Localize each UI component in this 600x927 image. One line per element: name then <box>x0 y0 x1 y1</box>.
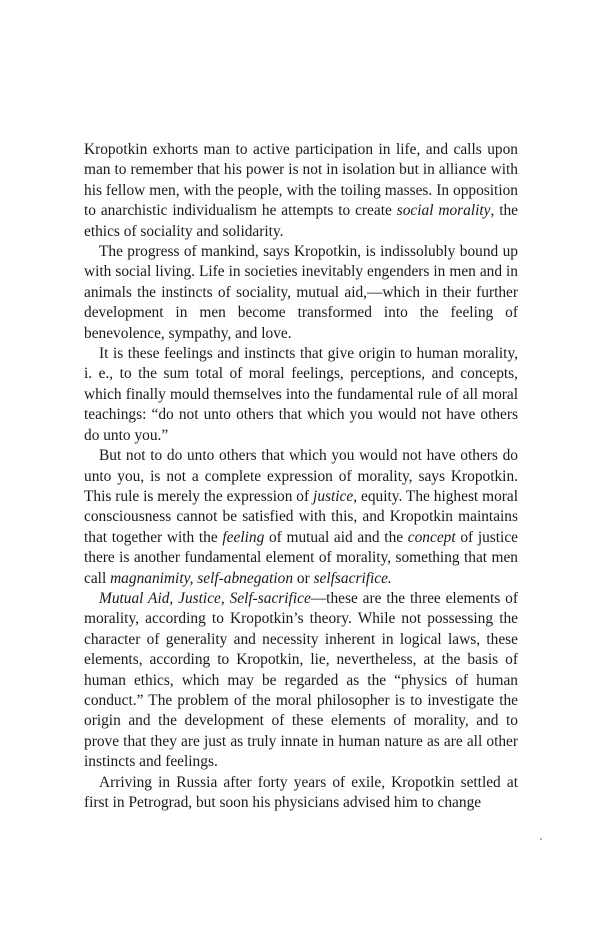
text-run: or <box>293 569 314 587</box>
italic-text: magnanimity, self-abnegation <box>110 569 294 587</box>
text-run: The progress of mankind, says Kropotkin, is indissolubly bound up with social living. Life in societies inevitably engenders in men and in animals the instincts of sociality, mutual aid,—which in their further development in men become transformed into the feeling of benevolence, sympathy, and love. <box>84 243 518 342</box>
page-speck <box>540 838 542 840</box>
paragraph <box>84 773 518 814</box>
italic-text: feeling <box>222 528 265 546</box>
italic-text: justice <box>313 487 354 505</box>
text-run: , the ethics of sociality and solidarity. <box>84 202 518 240</box>
text-run: Kropotkin exhorts man to active participation in life, and calls upon man to remember that his power is not in isolation but in alliance with his fellow men, with the people, with the toiling masses. In opposition to anarchistic individualism he attempts to create <box>84 141 518 220</box>
italic-text: social morality <box>396 202 491 220</box>
paragraph <box>84 242 518 344</box>
paragraph <box>84 344 518 446</box>
paragraph <box>84 446 518 589</box>
paragraph <box>84 589 518 773</box>
text-run: of mutual aid and the <box>264 528 408 546</box>
text-run: But not to do unto others that which you would not have others do unto you, is not a complete expression of morality, says Kropotkin. This rule is merely the expression of <box>84 447 518 505</box>
italic-text: concept <box>407 528 456 546</box>
page-body <box>84 140 518 813</box>
text-run: of justice there is another fundamental element of morality, something that men call <box>84 528 518 587</box>
text-run: , equity. The highest moral consciousness cannot be satisfied with this, and Kropotkin maintains that together with the <box>84 487 519 546</box>
italic-text: selfsacrifice. <box>313 569 392 587</box>
italic-text: Mutual Aid, Justice, Self-sacrifice <box>99 589 311 607</box>
text-run: —these are the three elements of morality, according to Kropotkin’s theory. While not possessing the character of generality and necessity inherent in logical laws, these elements, according to Kropotkin, lie, nevertheless, at the basis of human ethics, which may be regarded as the “physics of human conduct.” The problem of the moral philosopher is to investigate the origin and the development of these elements of morality, and to prove that they are just as truly innate in human nature as are all other instincts and feelings. <box>84 589 518 771</box>
paragraph <box>84 140 518 242</box>
text-run: Arriving in Russia after forty years of exile, Kropotkin settled at first in Petrograd, but soon his physicians advised him to change <box>84 773 518 811</box>
text-run: It is these feelings and instincts that give origin to human morality, i. e., to the sum total of moral feelings, perceptions, and concepts, which finally mould themselves into the fundamental rule of all moral teachings: “do not unto others that which you would not have others do unto you.” <box>84 345 518 444</box>
